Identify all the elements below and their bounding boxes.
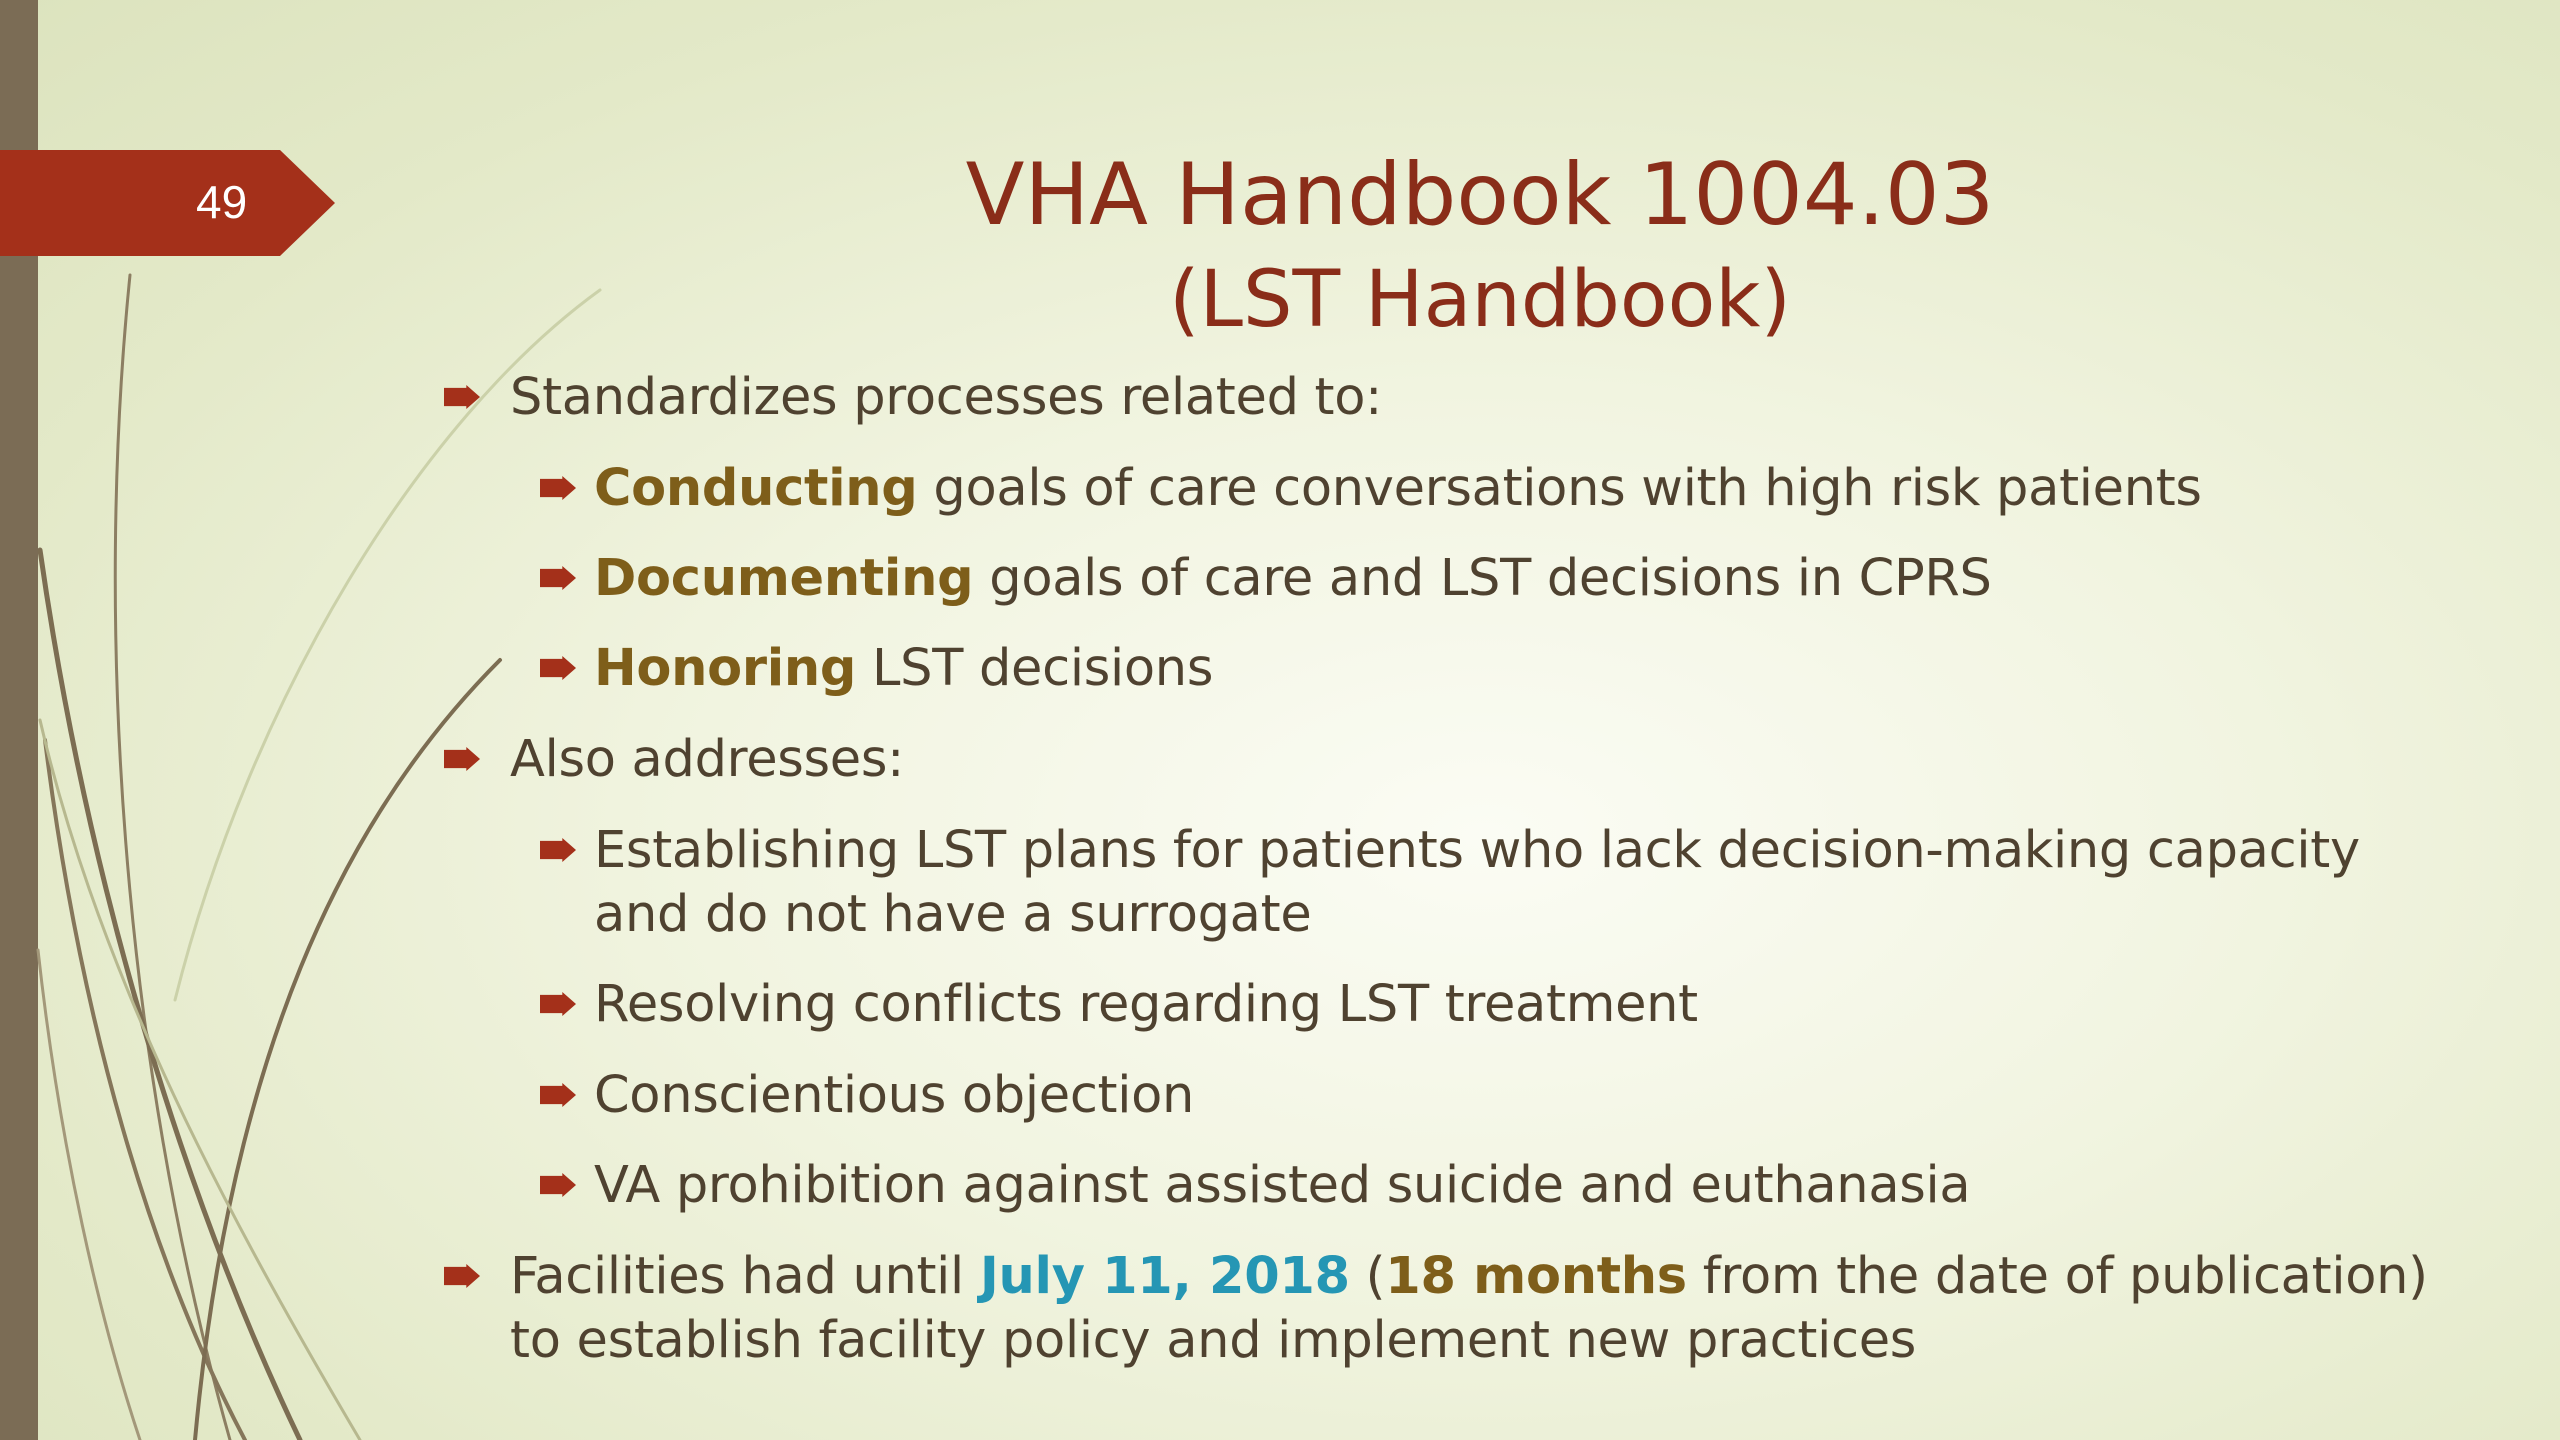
bullet-text: Also addresses: xyxy=(510,730,905,789)
bullet-text-suffix: from the date of publication) xyxy=(1686,1247,2428,1306)
arrow-bullet-icon xyxy=(444,385,480,409)
arrow-bullet-icon xyxy=(540,476,576,500)
bullet-text-prefix: Facilities had until xyxy=(510,1247,980,1306)
bullet-text-line-2: and do not have a surrogate xyxy=(594,885,1312,944)
bullet-resolving xyxy=(594,973,1698,1037)
bullet-text-line-1: Establishing LST plans for patients who lack decision-making capacity xyxy=(594,821,2360,880)
bullet-also-addresses xyxy=(510,728,904,792)
slide-number: 49 xyxy=(196,176,248,228)
bullet-text: Conscientious objection xyxy=(594,1066,1195,1125)
arrow-bullet-icon xyxy=(540,992,576,1016)
arrow-bullet-icon xyxy=(540,656,576,680)
title-line-1: VHA Handbook 1004.03 xyxy=(965,145,1995,245)
bullet-conducting xyxy=(594,457,2202,521)
bullet-establishing xyxy=(594,819,2360,947)
bullet-text: VA prohibition against assisted suicide and euthanasia xyxy=(594,1156,1971,1215)
deadline-date: July 11, 2018 xyxy=(979,1247,1350,1306)
arrow-bullet-icon xyxy=(444,1264,480,1288)
bullet-va-prohibition xyxy=(594,1154,1970,1218)
bullet-bold-term: Honoring xyxy=(594,639,857,698)
arrow-bullet-icon xyxy=(540,838,576,862)
arrow-bullet-icon xyxy=(540,1173,576,1197)
bullet-text: Standardizes processes related to: xyxy=(510,368,1383,427)
bullet-text: goals of care and LST decisions in CPRS xyxy=(973,549,1992,608)
bullet-conscientious xyxy=(594,1064,1194,1128)
deadline-duration: 18 months xyxy=(1385,1247,1687,1306)
arrow-bullet-icon xyxy=(444,747,480,771)
arrow-bullet-icon xyxy=(540,1083,576,1107)
bullet-standardizes xyxy=(510,366,1382,430)
arrow-bullet-icon xyxy=(540,566,576,590)
title-line-2: (LST Handbook) xyxy=(1169,255,1791,345)
bullet-facilities xyxy=(510,1245,2428,1373)
bullet-text-line-2: to establish facility policy and implement new practices xyxy=(510,1311,1917,1370)
bullet-bold-term: Conducting xyxy=(594,459,918,518)
bullet-text: Resolving conflicts regarding LST treatment xyxy=(594,975,1698,1034)
bullet-bold-term: Documenting xyxy=(594,549,974,608)
bullet-text: LST decisions xyxy=(856,639,1214,698)
bullet-text: goals of care conversations with high risk patients xyxy=(917,459,2202,518)
bullet-honoring xyxy=(594,637,1213,701)
bullet-documenting xyxy=(594,547,1992,611)
open-paren: ( xyxy=(1349,1247,1386,1306)
